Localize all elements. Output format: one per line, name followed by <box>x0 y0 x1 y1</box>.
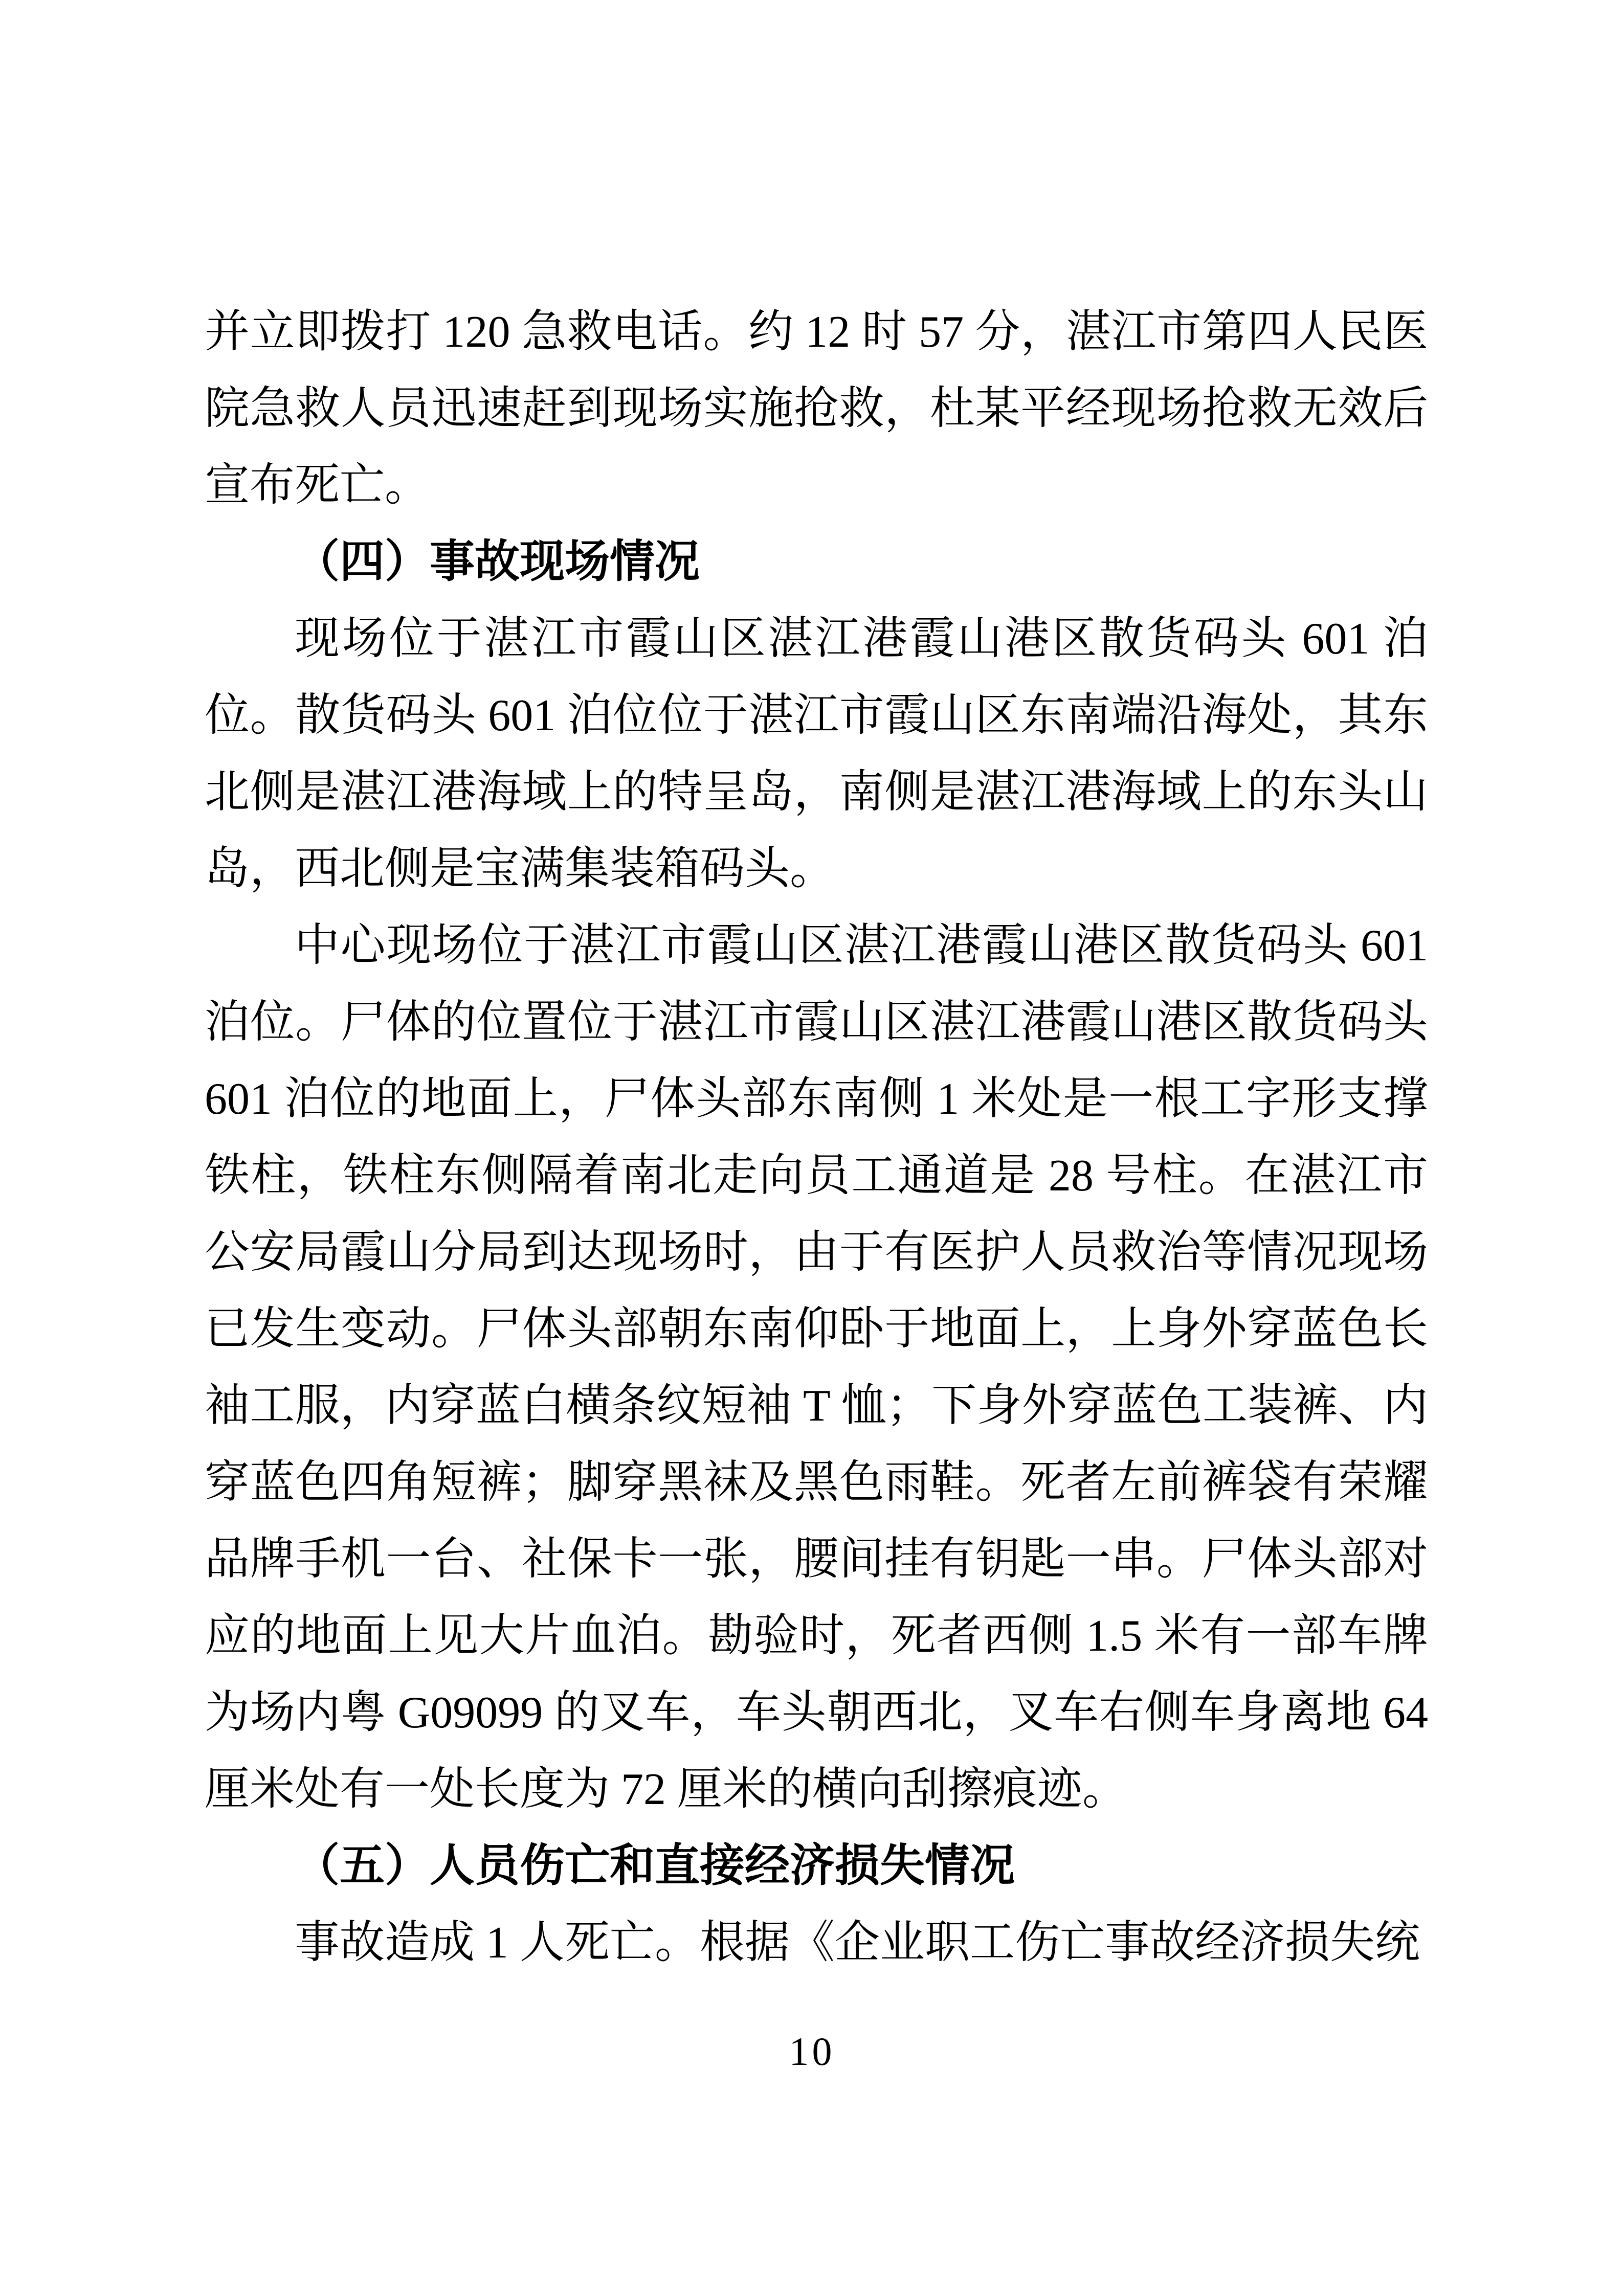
page-number: 10 <box>789 2029 835 2074</box>
paragraph: 事故造成 1 人死亡。根据《企业职工伤亡事故经济损失统 <box>295 1918 1420 1968</box>
paragraph: 现场位于湛江市霞山区湛江港霞山港区散货码头 601 泊位。散货码头 601 泊位位于湛江市霞山区东南端沿海处，其东北侧是湛江港海域上的特呈岛，南侧是湛江港海域上的东头山岛，西北侧是宝满集装箱码头。 <box>205 614 1428 894</box>
paragraph: 并立即拨打 120 急救电话。约 12 时 57 分，湛江市第四人民医院急救人员迅速赶到现场实施抢救，杜某平经现场抢救无效后宣布死亡。 <box>205 307 1428 510</box>
section-heading-5: （五）人员伤亡和直接经济损失情况 <box>295 1841 1015 1891</box>
document-body <box>205 294 1428 1982</box>
section-heading-4: （四）事故现场情况 <box>295 537 700 587</box>
paragraph: 中心现场位于湛江市霞山区湛江港霞山港区散货码头 601 泊位。尸体的位置位于湛江市霞山区湛江港霞山港区散货码头 601 泊位的地面上，尸体头部东南侧 1 米处是一根工字形支撑铁柱，铁柱东侧隔着南北走向员工通道是 28 号柱。在湛江市公安局霞山分局到达现场时，由于有医护人员救治等情况现场已发生变动。尸体头部朝东南仰卧于地面上，上身外穿蓝色长袖工服，内穿蓝白横条纹短袖 T 恤；下身外穿蓝色工装裤、内穿蓝色四角短裤；脚穿黑袜及黑色雨鞋。死者左前裤袋有荣耀品牌手机一台、社保卡一张，腰间挂有钥匙一串。尸体头部对应的地面上见大片血泊。勘验时，死者西侧 1.5 米有一部车牌为场内粤 G09099 的叉车，车头朝西北，叉车右侧车身离地 64 厘米处有一处长度为 72 厘米的横向刮擦痕迹。 <box>205 921 1428 1814</box>
